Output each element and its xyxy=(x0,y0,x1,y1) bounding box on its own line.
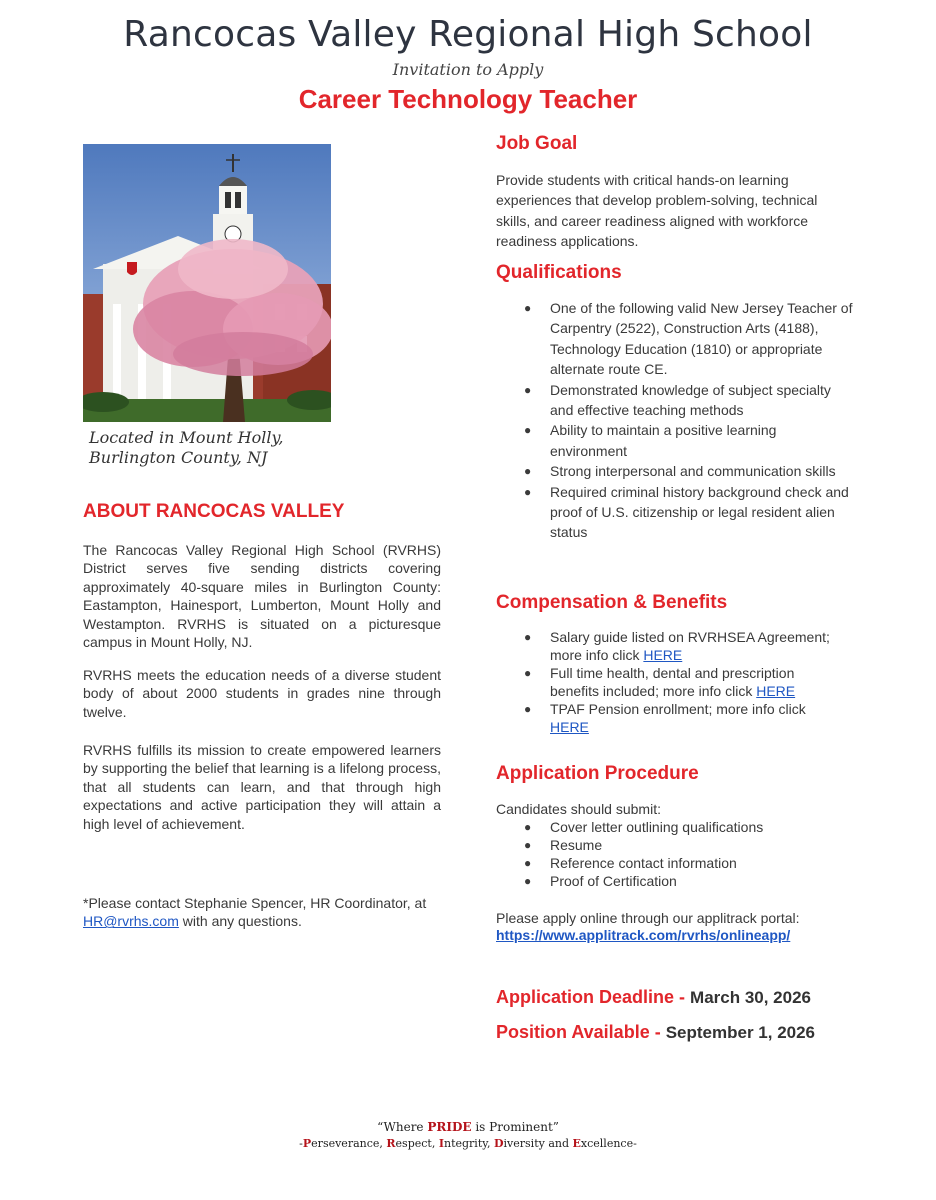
application-item-text: Cover letter outlining qualifications xyxy=(550,819,764,835)
value-rest: ntegrity, xyxy=(443,1137,494,1150)
list-item xyxy=(496,854,836,872)
value-rest: espect, xyxy=(395,1137,439,1150)
health-benefits-link[interactable]: HERE xyxy=(756,683,796,699)
job-goal-text: Provide students with critical hands-on learning experiences that develop problem-solving, technical skills, and career readiness aligned with workforce readiness applications. xyxy=(496,172,818,250)
list-item xyxy=(496,836,836,854)
motto-suffix: is Prominent” xyxy=(471,1120,559,1134)
qualification-text: Strong interpersonal and communication skills xyxy=(550,463,836,480)
bullet-icon: ● xyxy=(524,484,532,499)
available-value: September 1, 2026 xyxy=(665,1023,816,1042)
apply-text: Please apply online through our applitrack portal: xyxy=(496,910,800,926)
bullet-icon: ● xyxy=(524,702,532,716)
about-paragraph-1: The Rancocas Valley Regional High School (RVRHS) District serves five sending districts covering approximately 40-square miles in Burlington County: Eastampton, Hainesport, Lumberton, Mount Holly and Westampton. RVRHS is situated on a picturesque campus in Mount Holly, NJ. xyxy=(83,542,441,651)
position-available xyxy=(496,1022,815,1043)
compensation-heading: Compensation & Benefits xyxy=(496,592,728,613)
deadline-label: Application Deadline - xyxy=(496,987,691,1007)
contact-note xyxy=(83,894,441,931)
value-initial: I xyxy=(438,1137,444,1150)
available-label: Position Available - xyxy=(496,1022,666,1042)
qualification-text: Ability to maintain a positive learning environment xyxy=(550,422,777,459)
deadline-value: March 30, 2026 xyxy=(690,988,811,1007)
list-item xyxy=(496,664,836,700)
job-goal-heading: Job Goal xyxy=(496,133,578,154)
pension-link[interactable]: HERE xyxy=(550,719,589,735)
about-paragraph-2: RVRHS meets the education needs of a diverse student body of about 2000 students in grades nine through twelve. xyxy=(83,667,441,720)
application-deadline xyxy=(496,987,811,1008)
bullet-icon: ● xyxy=(524,423,532,438)
school-motto xyxy=(0,1120,936,1134)
application-list xyxy=(496,818,836,890)
motto-pride: PRIDE xyxy=(427,1120,472,1134)
compensation-list xyxy=(496,628,836,736)
application-item-text: Resume xyxy=(550,837,603,853)
qualification-text: Required criminal history background check and proof of U.S. citizenship or legal resident alien status xyxy=(550,483,849,541)
salary-guide-link[interactable]: HERE xyxy=(643,647,683,663)
invitation-subtitle: Invitation to Apply xyxy=(392,60,544,79)
values-dash: - xyxy=(633,1137,637,1150)
benefit-text: TPAF Pension enrollment; more info click xyxy=(550,701,806,717)
bullet-icon: ● xyxy=(524,464,532,479)
list-item xyxy=(496,420,856,461)
photo-caption xyxy=(89,428,283,468)
bullet-icon: ● xyxy=(524,820,532,834)
motto-prefix: “Where xyxy=(377,1120,428,1134)
list-item xyxy=(496,818,836,836)
application-heading: Application Procedure xyxy=(496,763,699,784)
benefit-text: Salary guide listed on RVRHSEA Agreement; more info click xyxy=(550,629,830,663)
benefit-text: Full time health, dental and prescription benefits included; more info click xyxy=(550,665,795,699)
value-initial: P xyxy=(302,1137,312,1150)
photo-caption-line2: Burlington County, NJ xyxy=(89,448,268,467)
list-item xyxy=(496,628,836,664)
school-title: Rancocas Valley Regional High School xyxy=(123,14,813,55)
value-rest: erseverance, xyxy=(311,1137,387,1150)
list-item xyxy=(496,482,856,543)
application-item-text: Proof of Certification xyxy=(550,873,677,889)
values-dash: - xyxy=(299,1137,303,1150)
list-item xyxy=(496,380,856,421)
bullet-icon: ● xyxy=(524,382,532,397)
campus-photo xyxy=(83,144,331,422)
bullet-icon: ● xyxy=(524,630,532,644)
value-rest: xcellence xyxy=(580,1137,634,1150)
about-paragraph-3: RVRHS fulfills its mission to create empowered learners by supporting the belief that learning is a lifelong process, that all students can learn, and that through high expectations and active participation they will attain a high level of achievement. xyxy=(83,742,441,832)
campus-building-illustration xyxy=(83,144,331,422)
bullet-icon: ● xyxy=(524,666,532,680)
list-item xyxy=(496,461,856,481)
applitrack-portal-link[interactable]: https://www.applitrack.com/rvrhs/onlineapp/ xyxy=(496,927,791,943)
application-intro: Candidates should submit: xyxy=(496,801,661,817)
bullet-icon: ● xyxy=(524,301,532,315)
bullet-icon: ● xyxy=(524,856,532,870)
qualifications-list xyxy=(496,298,856,543)
hr-email-link[interactable]: HR@rvrhs.com xyxy=(83,913,179,930)
photo-caption-line1: Located in Mount Holly, xyxy=(89,428,284,447)
list-item xyxy=(496,298,856,380)
qualification-text: One of the following valid New Jersey Teacher of Carpentry (2522), Construction Arts (4188), Technology Education (1810) or appropriate alternate route CE. xyxy=(550,300,853,378)
bullet-icon: ● xyxy=(524,874,532,888)
list-item xyxy=(496,872,836,890)
bullet-icon: ● xyxy=(524,838,532,852)
qualification-text: Demonstrated knowledge of subject specialty and effective teaching methods xyxy=(550,381,831,419)
contact-note-suffix: with any questions. xyxy=(178,913,302,930)
application-item-text: Reference contact information xyxy=(550,855,737,871)
about-heading: ABOUT RANCOCAS VALLEY xyxy=(83,501,345,522)
value-initial: R xyxy=(386,1137,396,1150)
value-initial: E xyxy=(572,1137,581,1150)
qualifications-heading: Qualifications xyxy=(496,262,622,283)
position-title: Career Technology Teacher xyxy=(298,84,638,114)
value-initial: D xyxy=(493,1137,504,1150)
contact-note-prefix: *Please contact Stephanie Spencer, HR Coordinator, at xyxy=(83,895,427,911)
list-item xyxy=(496,700,836,736)
school-values xyxy=(0,1137,936,1150)
value-rest: iversity and xyxy=(503,1137,573,1150)
